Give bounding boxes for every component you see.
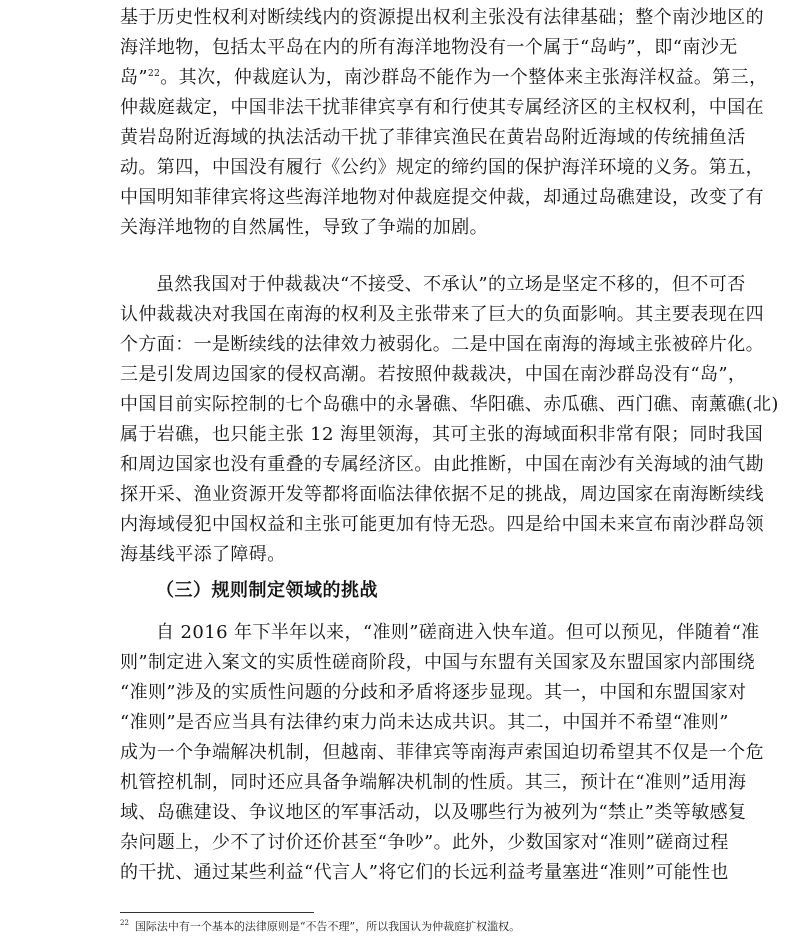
paragraph-2-line-10: 海基线平添了障碍。 bbox=[120, 544, 286, 565]
paragraph-3-line-1: 自 2016 年下半年以来，“准则”磋商进入快车道。但可以预见，伴随着“准 bbox=[156, 622, 760, 643]
paragraph-1-line-1: 基于历史性权利对断续线内的资源提出权利主张没有法律基础；整个南沙地区的 bbox=[120, 7, 764, 28]
paragraph-1-line-3-start: 岛” bbox=[120, 67, 149, 88]
paragraph-1-line-7: 中国明知菲律宾将这些海洋地物对仲裁庭提交仲裁，却通过岛礁建设，改变了有 bbox=[120, 187, 764, 208]
paragraph-1-line-4: 仲裁庭裁定，中国非法干扰菲律宾享有和行使其专属经济区的主权权利，中国在 bbox=[120, 97, 764, 118]
paragraph-1-line-6: 动。第四，中国没有履行《公约》规定的缔约国的保护海洋环境的义务。第五， bbox=[120, 157, 764, 178]
paragraph-3-line-9: 的干扰、通过某些利益“代言人”将它们的长远利益考量塞进“准则”可能性也 bbox=[120, 862, 729, 883]
footnote-divider bbox=[120, 912, 314, 913]
footnote-text: 国际法中有一个基本的法律原则是“不告不理”，所以我国认为仲裁庭扩权滥权。 bbox=[134, 920, 521, 933]
paragraph-2-line-1: 虽然我国对于仲裁裁决“不接受、不承认”的立场是坚定不移的，但不可否 bbox=[156, 274, 746, 295]
section-heading: （三）规则制定领域的挑战 bbox=[156, 580, 378, 601]
paragraph-3-line-8: 杂问题上，少不了讨价还价甚至“争吵”。此外，少数国家对“准则”磋商过程 bbox=[120, 832, 729, 853]
paragraph-2-line-7: 和周边国家也没有重叠的专属经济区。由此推断，中国在南沙有关海域的油气勘 bbox=[120, 454, 764, 475]
paragraph-3-line-4: “准则”是否应当具有法律约束力尚未达成共识。其二，中国并不希望“准则” bbox=[120, 712, 729, 733]
footnote-number: 22 bbox=[120, 919, 129, 928]
paragraph-3-line-5: 成为一个争端解决机制，但越南、菲律宾等南海声索国迫切希望其不仅是一个危 bbox=[120, 742, 764, 763]
footnote bbox=[120, 918, 520, 936]
paragraph-2-line-9: 内海域侵犯中国权益和主张可能更加有恃无恐。四是给中国未来宣布南沙群岛领 bbox=[120, 514, 764, 535]
paragraph-1-line-3-end: 。其次，仲裁庭认为，南沙群岛不能作为一个整体来主张海洋权益。第三， bbox=[160, 67, 768, 88]
paragraph-2-line-5: 中国目前实际控制的七个岛礁中的永暑礁、华阳礁、赤瓜礁、西门礁、南薰礁(北) bbox=[120, 394, 779, 415]
paragraph-3-line-6: 机管控机制，同时还应具备争端解决机制的性质。其三，预计在“准则”适用海 bbox=[120, 772, 747, 793]
paragraph-3-line-7: 域、岛礁建设、争议地区的军事活动，以及哪些行为被列为“禁止”类等敏感复 bbox=[120, 802, 747, 823]
paragraph-3-line-3: “准则”涉及的实质性问题的分歧和矛盾将逐步显现。其一，中国和东盟国家对 bbox=[120, 682, 747, 703]
paragraph-1-line-2: 海洋地物，包括太平岛在内的所有海洋地物没有一个属于“岛屿”，即“南沙无 bbox=[120, 37, 738, 58]
paragraph-2-line-2: 认仲裁裁决对我国在南海的权利及主张带来了巨大的负面影响。其主要表现在四 bbox=[120, 304, 764, 325]
paragraph-2-line-6: 属于岩礁，也只能主张 12 海里领海，其可主张的海域面积非常有限；同时我国 bbox=[120, 424, 764, 445]
paragraph-1-line-3 bbox=[120, 63, 767, 93]
paragraph-3-line-2: 则”制定进入案文的实质性磋商阶段，中国与东盟有关国家及东盟国家内部围绕 bbox=[120, 652, 756, 673]
paragraph-1-line-8: 关海洋地物的自然属性，导致了争端的加剧。 bbox=[120, 217, 488, 238]
paragraph-2-line-8: 探开采、渔业资源开发等都将面临法律依据不足的挑战，周边国家在南海断续线 bbox=[120, 484, 764, 505]
paragraph-2-line-4: 三是引发周边国家的侵权高潮。若按照仲裁裁决，中国在南沙群岛没有“岛”， bbox=[120, 364, 747, 385]
paragraph-2-line-3: 个方面：一是断续线的法律效力被弱化。二是中国在南海的海域主张被碎片化。 bbox=[120, 334, 764, 355]
paragraph-1-line-5: 黄岩岛附近海域的执法活动干扰了菲律宾渔民在黄岩岛附近海域的传统捕鱼活 bbox=[120, 127, 746, 148]
footnote-reference: 22 bbox=[148, 69, 161, 79]
